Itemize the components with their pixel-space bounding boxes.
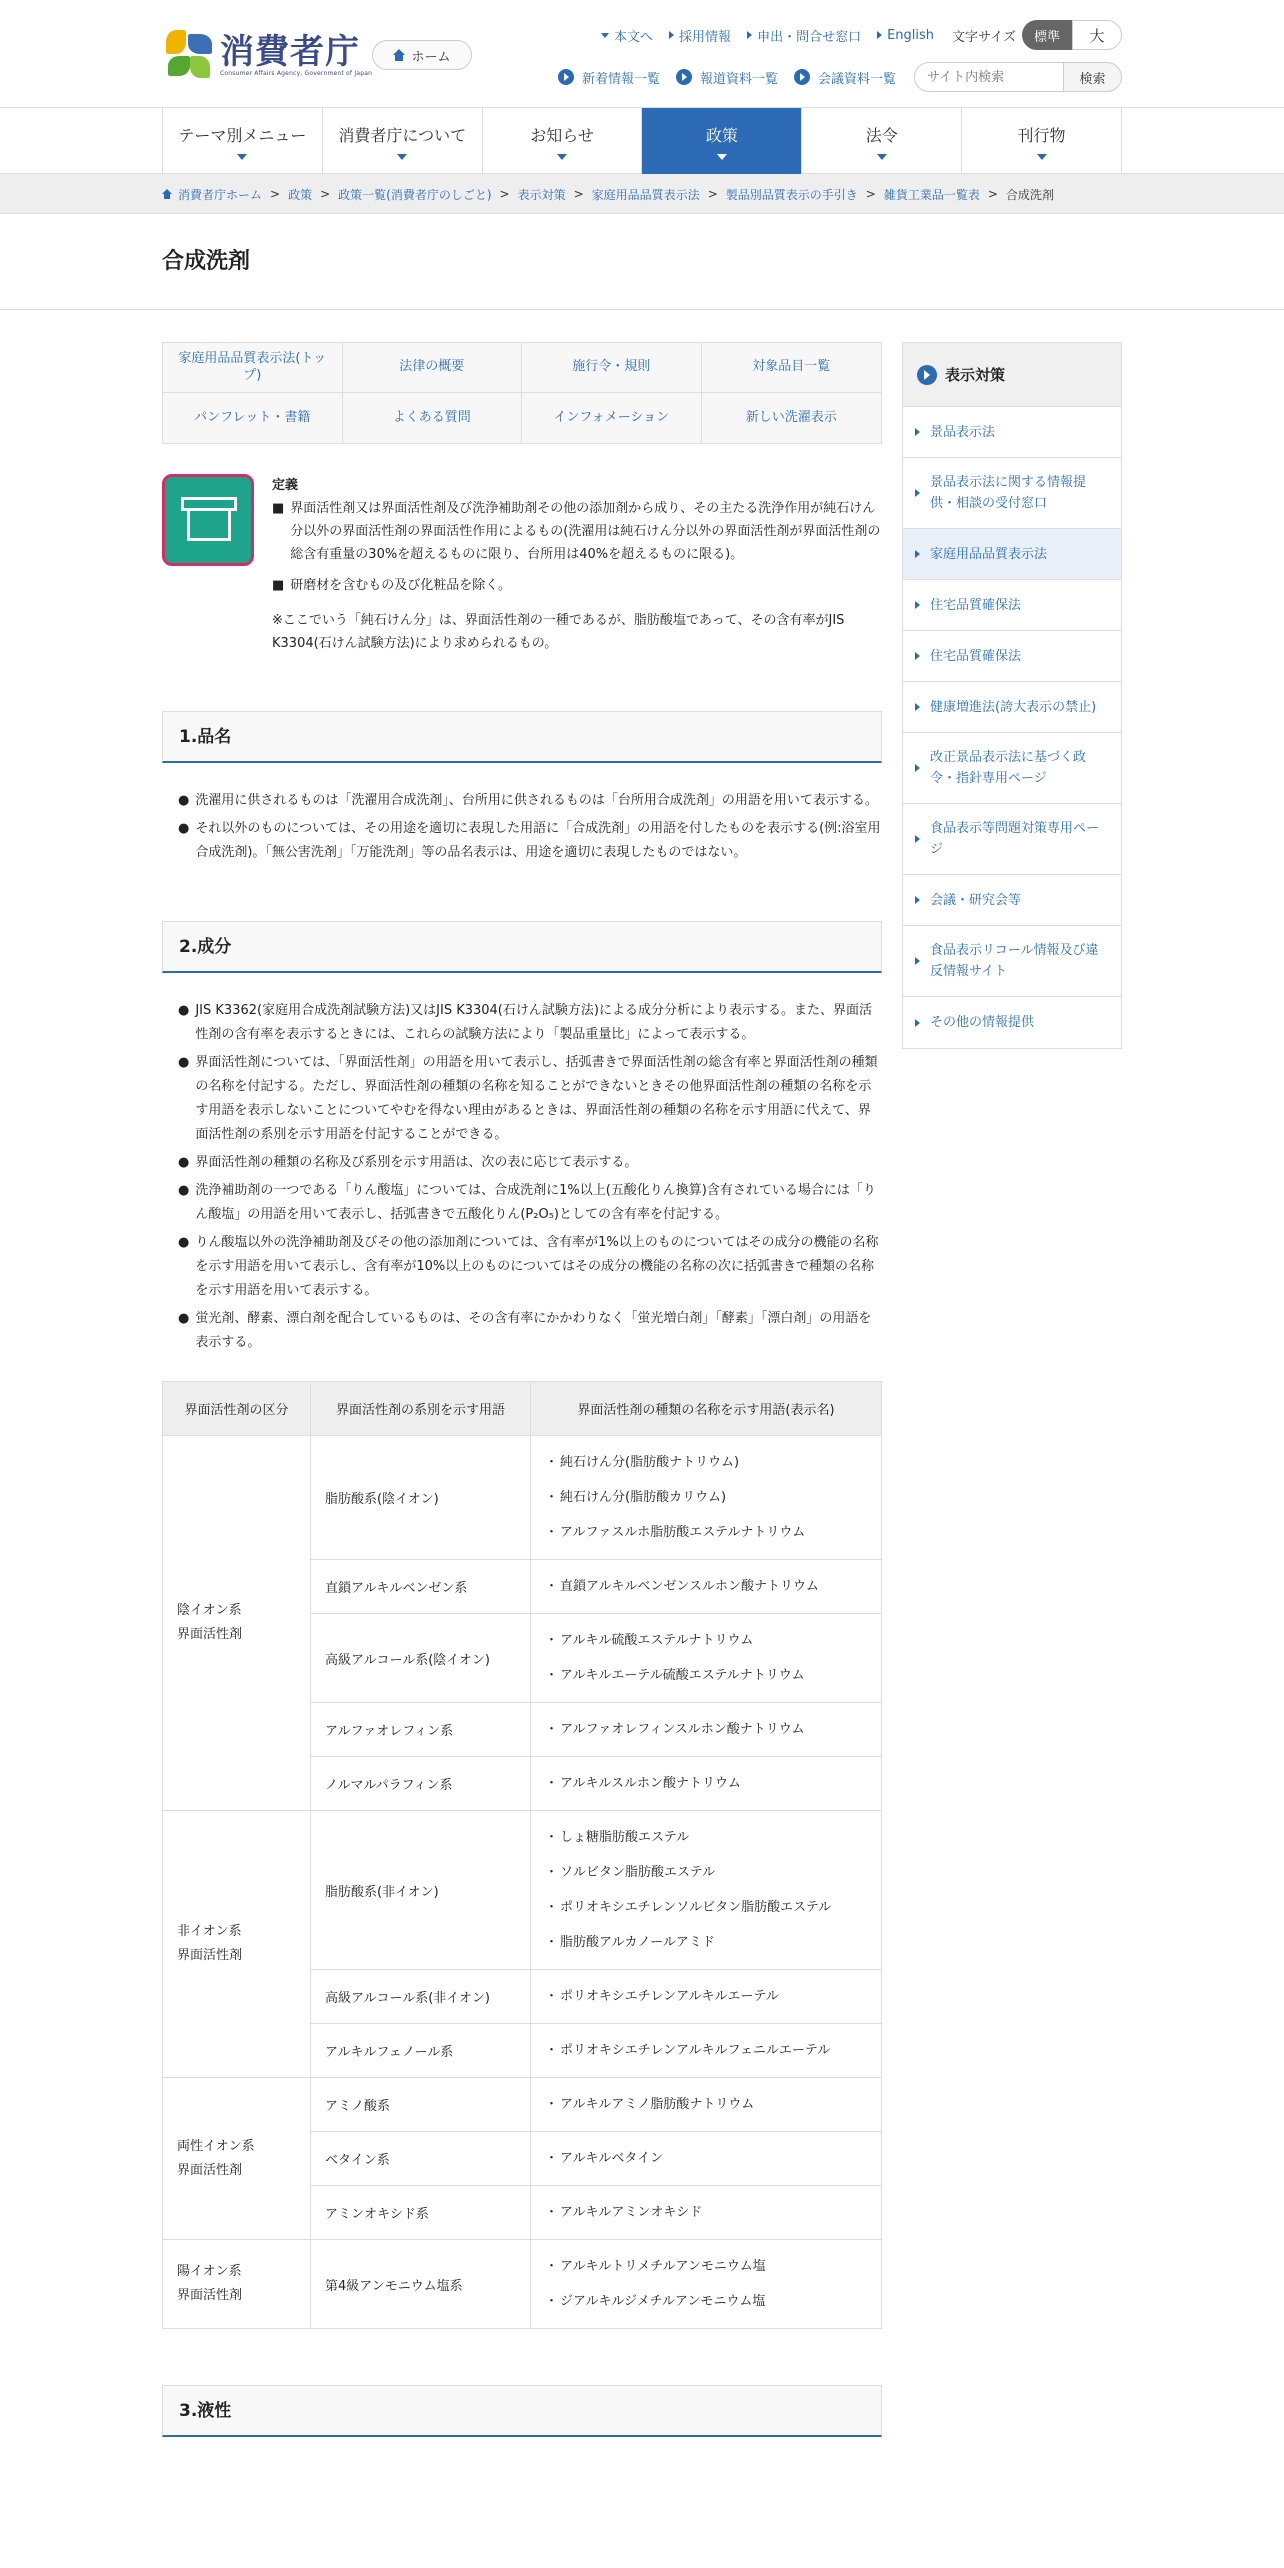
gnav-theme-menu[interactable]: テーマ別メニュー [163, 108, 323, 174]
definition-title: 定義 [272, 478, 299, 493]
font-size-switcher [952, 20, 1122, 50]
subnav-item[interactable]: 法律の概要 [343, 343, 523, 393]
arrow-circle-icon [558, 69, 574, 85]
definition-item: ■ 界面活性剤又は界面活性剤及び洗浄補助剤その他の添加剤から成り、その主たる洗浄作用が純石けん分以外の界面活性剤の界面活性作用によるもの(洗濯用は純石けん分以外の界面活性剤が界面活性剤の総含有重量の30%を超えるものに限り、台所用は40%を超えるものに限る)。 [272, 497, 882, 566]
sidebar-item[interactable]: 景品表示法 [903, 407, 1121, 458]
surfactant-names [531, 2024, 882, 2078]
surfactant-names [531, 2240, 882, 2329]
page-title-bar [0, 214, 1284, 310]
section-heading: 3.液性 [162, 2385, 882, 2437]
home-label: ホーム [411, 49, 451, 65]
surfactant-series: アミノ酸系 [311, 2078, 531, 2132]
list-item: ● 界面活性剤については、「界面活性剤」の用語を用いて表示し、括弧書きで界面活性剤の総含有率と界面活性剤の種類の名称を付記する。ただし、界面活性剤の種類の名称を知ることができないときその他界面活性剤の種類の名称を示す用語を表示しないことについてやむを得ない理由があるときは、界面活性剤の種類の名称を示す用語に代えて、界面活性剤の系別を示す用語を付記することができる。 [162, 1051, 882, 1147]
surfactant-series: 高級アルコール系(非イオン) [311, 1970, 531, 2024]
logo-mark-icon [162, 28, 216, 82]
gnav-laws[interactable]: 法令 [802, 108, 962, 174]
search-button[interactable]: 検索 [1064, 62, 1122, 92]
sidebar-item[interactable]: 住宅品質確保法 [903, 580, 1121, 631]
surfactant-category: 陰イオン系 界面活性剤 [163, 1436, 311, 1811]
surfactant-series: ベタイン系 [311, 2132, 531, 2186]
surfactant-names [531, 1970, 882, 2024]
breadcrumb-link[interactable]: 消費者庁ホーム [178, 187, 263, 202]
surfactant-name: ・ 純石けん分(脂肪酸カリウム) [545, 1480, 867, 1515]
chevron-down-icon [237, 154, 247, 160]
site-search [914, 62, 1122, 92]
surfactant-name: ・ しょ糖脂肪酸エステル [545, 1820, 867, 1855]
breadcrumb: 消費者庁ホーム > 政策 > 政策一覧(消費者庁のしごと) > 表示対策 > 家庭用品品質表示法 > 製品別品質表示の手引き > 雑貨工業品一覧表 > 合成洗剤 [0, 174, 1284, 214]
chevron-down-icon [1037, 154, 1047, 160]
chevron-down-icon [397, 154, 407, 160]
gnav-news[interactable]: お知らせ [483, 108, 643, 174]
surfactant-names [531, 2078, 882, 2132]
surfactant-names [531, 1703, 882, 1757]
sidebar-item[interactable]: 住宅品質確保法 [903, 631, 1121, 682]
surfactant-series: 脂肪酸系(非イオン) [311, 1811, 531, 1970]
table-header: 界面活性剤の区分 [163, 1382, 311, 1436]
arrow-circle-icon [794, 69, 810, 85]
table-row [163, 1811, 882, 1970]
logo-text: 消費者庁 [220, 31, 360, 72]
surfactant-name: ・ 直鎖アルキルベンゼンスルホン酸ナトリウム [545, 1569, 867, 1604]
surfactant-names [531, 1614, 882, 1703]
font-size-label: 文字サイズ [952, 29, 1016, 45]
arrow-circle-icon [917, 365, 937, 385]
english-link[interactable]: English [877, 28, 934, 43]
sidebar-item[interactable]: 家庭用品品質表示法 [903, 529, 1121, 580]
surfactant-series: 高級アルコール系(陰イオン) [311, 1614, 531, 1703]
breadcrumb-link[interactable]: 政策一覧(消費者庁のしごと) [338, 187, 492, 202]
table-row [163, 2240, 882, 2329]
surfactant-names [531, 1436, 882, 1560]
surfactant-name: ・ ポリオキシエチレンアルキルエーテル [545, 1979, 867, 2014]
logo-english: Consumer Affairs Agency, Government of Japan [220, 69, 373, 77]
surfactant-names [531, 1757, 882, 1811]
surfactant-names [531, 1811, 882, 1970]
breadcrumb-link[interactable]: 雑貨工業品一覧表 [883, 187, 980, 202]
surfactant-name: ・ 純石けん分(脂肪酸ナトリウム) [545, 1445, 867, 1480]
surfactant-series: アミンオキシド系 [311, 2186, 531, 2240]
surfactant-series: ノルマルパラフィン系 [311, 1757, 531, 1811]
gnav-publications[interactable]: 刊行物 [962, 108, 1122, 174]
home-icon [162, 189, 172, 199]
surfactant-series: 脂肪酸系(陰イオン) [311, 1436, 531, 1560]
subnav-item[interactable]: 対象品目一覧 [702, 343, 882, 393]
subnav-item[interactable]: 新しい洗濯表示 [745, 409, 837, 425]
news-list-link[interactable]: 新着情報一覧 [558, 68, 660, 87]
site-header [0, 0, 1284, 108]
sidebar-item[interactable]: 景品表示法に関する情報提供・相談の受付窓口 [903, 458, 1121, 529]
surfactant-category: 両性イオン系 界面活性剤 [163, 2078, 311, 2240]
surfactant-name: ・ ソルビタン脂肪酸エステル [545, 1855, 867, 1890]
surfactant-name: ・ 脂肪酸アルカノールアミド [545, 1925, 867, 1960]
surfactant-series: 第4級アンモニウム塩系 [311, 2240, 531, 2329]
breadcrumb-link[interactable]: 製品別品質表示の手引き [725, 187, 858, 202]
surfactant-name: ・ アルキルスルホン酸ナトリウム [545, 1766, 867, 1801]
list-item: ● 洗浄補助剤の一つである「りん酸塩」については、合成洗剤に1%以上(五酸化りん換算)含有されている場合には「りん酸塩」の用語を用いて表示し、括弧書きで五酸化りん(P₂O₅)としての含有率を付記する。 [162, 1179, 882, 1227]
gnav-policy[interactable]: 政策 [642, 108, 802, 174]
box-icon [162, 474, 254, 566]
home-button[interactable] [372, 40, 472, 70]
table-header: 界面活性剤の系別を示す用語 [311, 1382, 531, 1436]
surfactant-name: ・ ポリオキシエチレンアルキルフェニルエーテル [545, 2033, 867, 2068]
surfactant-name: ・ アルキルベタイン [545, 2141, 867, 2176]
sidebar-heading: 表示対策 [903, 343, 1121, 407]
subnav-item[interactable]: 施行令・規則 [522, 343, 702, 393]
sidebar-item[interactable]: 健康増進法(誇大表示の禁止) [903, 682, 1121, 733]
surfactant-name: ・ アルキルエーテル硫酸エステルナトリウム [545, 1658, 867, 1693]
surfactant-category: 陽イオン系 界面活性剤 [163, 2240, 311, 2329]
surfactant-name: ・ アルキル硫酸エステルナトリウム [545, 1623, 867, 1658]
subnav-item[interactable]: 家庭用品品質表示法(トップ) [163, 343, 343, 393]
breadcrumb-current: 合成洗剤 [1005, 187, 1054, 202]
subnav-item[interactable]: よくある質問 [343, 393, 523, 443]
table-row [163, 1436, 882, 1560]
surfactant-name: ・ ポリオキシエチレンソルビタン脂肪酸エステル [545, 1890, 867, 1925]
surfactant-name: ・ アルファスルホ脂肪酸エステルナトリウム [545, 1515, 867, 1550]
section-heading: 1.品名 [162, 711, 882, 763]
list-item: ● 洗濯用に供されるものは「洗濯用合成洗剤」、台所用に供されるものは「台所用合成洗剤」の用語を用いて表示する。 [162, 789, 882, 813]
definition-box [162, 474, 882, 655]
table-header: 界面活性剤の種類の名称を示す用語(表示名) [531, 1382, 882, 1436]
utility-links [585, 20, 1122, 50]
surfactant-name: ・ アルキルトリメチルアンモニウム塩 [545, 2249, 867, 2284]
surfactant-name: ・ アルキルアミンオキシド [545, 2195, 867, 2230]
arrow-circle-icon [676, 69, 692, 85]
surfactant-series: 直鎖アルキルベンゼン系 [311, 1560, 531, 1614]
chevron-down-icon [877, 154, 887, 160]
font-size-large-button[interactable]: 大 [1072, 20, 1122, 50]
section1-list [162, 789, 882, 865]
chevron-down-icon [717, 154, 727, 160]
breadcrumb-link[interactable]: 表示対策 [517, 187, 566, 202]
surfactant-name: ・ ジアルキルジメチルアンモニウム塩 [545, 2284, 867, 2319]
surfactant-names [531, 2132, 882, 2186]
list-item: ● JIS K3362(家庭用合成洗剤試験方法)又はJIS K3304(石けん試験方法)による成分分析により表示する。また、界面活性剤の含有率を表示するときには、これらの試験方法により「製品重量比」によって表示する。 [162, 999, 882, 1047]
section2-list [162, 999, 882, 1355]
sub-nav [162, 342, 882, 444]
surfactant-names [531, 2186, 882, 2240]
surfactant-category: 非イオン系 界面活性剤 [163, 1811, 311, 2078]
breadcrumb-link[interactable]: 政策 [288, 187, 313, 202]
utility-links-2 [542, 62, 1122, 92]
gnav-about[interactable]: 消費者庁について [323, 108, 483, 174]
sidebar-item[interactable]: 会議・研究会等 [903, 875, 1121, 926]
table-row [163, 2078, 882, 2132]
surfactant-table [162, 1381, 882, 2329]
sidebar-item[interactable]: 改正景品表示法に基づく政令・指針専用ページ [903, 733, 1121, 804]
list-item: ● 界面活性剤の種類の名称及び系別を示す用語は、次の表に応じて表示する。 [162, 1151, 882, 1175]
sidebar-item[interactable]: 食品表示リコール情報及び違反情報サイト [903, 926, 1121, 997]
home-icon [393, 49, 405, 61]
definition-item: ■ 研磨材を含むもの及び化粧品を除く。 [272, 574, 882, 597]
sidebar-item[interactable]: その他の情報提供 [903, 997, 1121, 1048]
definition-note: ※ここでいう「純石けん分」は、界面活性剤の一種であるが、脂肪酸塩であって、その含有率がJIS K3304(石けん試験方法)により求められるもの。 [272, 613, 845, 651]
list-item: ● りん酸塩以外の洗浄補助剤及びその他の添加剤については、含有率が1%以上のものについてはその成分の機能の名称を示す用語を用いて表示し、含有率が10%以上のものについてはその成分の機能の名称の次に括弧書きで種類の名称を示す用語を用いて表示する。 [162, 1231, 882, 1303]
chevron-down-icon [557, 154, 567, 160]
recruit-link[interactable]: 採用情報 [669, 26, 731, 45]
global-nav [0, 108, 1284, 174]
list-item: ● 蛍光剤、酵素、漂白剤を配合しているものは、その含有率にかかわりなく「蛍光増白剤」「酵素」「漂白剤」の用語を表示する。 [162, 1307, 882, 1355]
subnav-item[interactable]: インフォメーション [522, 393, 702, 443]
font-size-standard-button[interactable]: 標準 [1022, 20, 1072, 50]
surfactant-name: ・ アルファオレフィンスルホン酸ナトリウム [545, 1712, 867, 1747]
contact-link[interactable]: 申出・問合せ窓口 [747, 26, 861, 45]
page-title: 合成洗剤 [162, 249, 251, 274]
surfactant-names [531, 1560, 882, 1614]
section-heading: 2.成分 [162, 921, 882, 973]
sidebar [902, 342, 1122, 2437]
site-logo[interactable] [162, 28, 372, 82]
search-input[interactable] [914, 62, 1064, 92]
meeting-list-link[interactable]: 会議資料一覧 [794, 68, 896, 87]
surfactant-series: アルキルフェノール系 [311, 2024, 531, 2078]
skip-to-content-link[interactable]: 本文へ [601, 26, 653, 45]
main-content [162, 342, 882, 2437]
surfactant-series: アルファオレフィン系 [311, 1703, 531, 1757]
press-list-link[interactable]: 報道資料一覧 [676, 68, 778, 87]
breadcrumb-link[interactable]: 家庭用品品質表示法 [591, 187, 700, 202]
subnav-item[interactable]: パンフレット・書籍 [163, 393, 343, 443]
sidebar-item[interactable]: 食品表示等問題対策専用ページ [903, 804, 1121, 875]
surfactant-name: ・ アルキルアミノ脂肪酸ナトリウム [545, 2087, 867, 2122]
list-item: ● それ以外のものについては、その用途を適切に表現した用語に「合成洗剤」の用語を付したものを表示する(例:浴室用合成洗剤)。「無公害洗剤」「万能洗剤」等の品名表示は、用途を適切に表現したものではない。 [162, 817, 882, 865]
